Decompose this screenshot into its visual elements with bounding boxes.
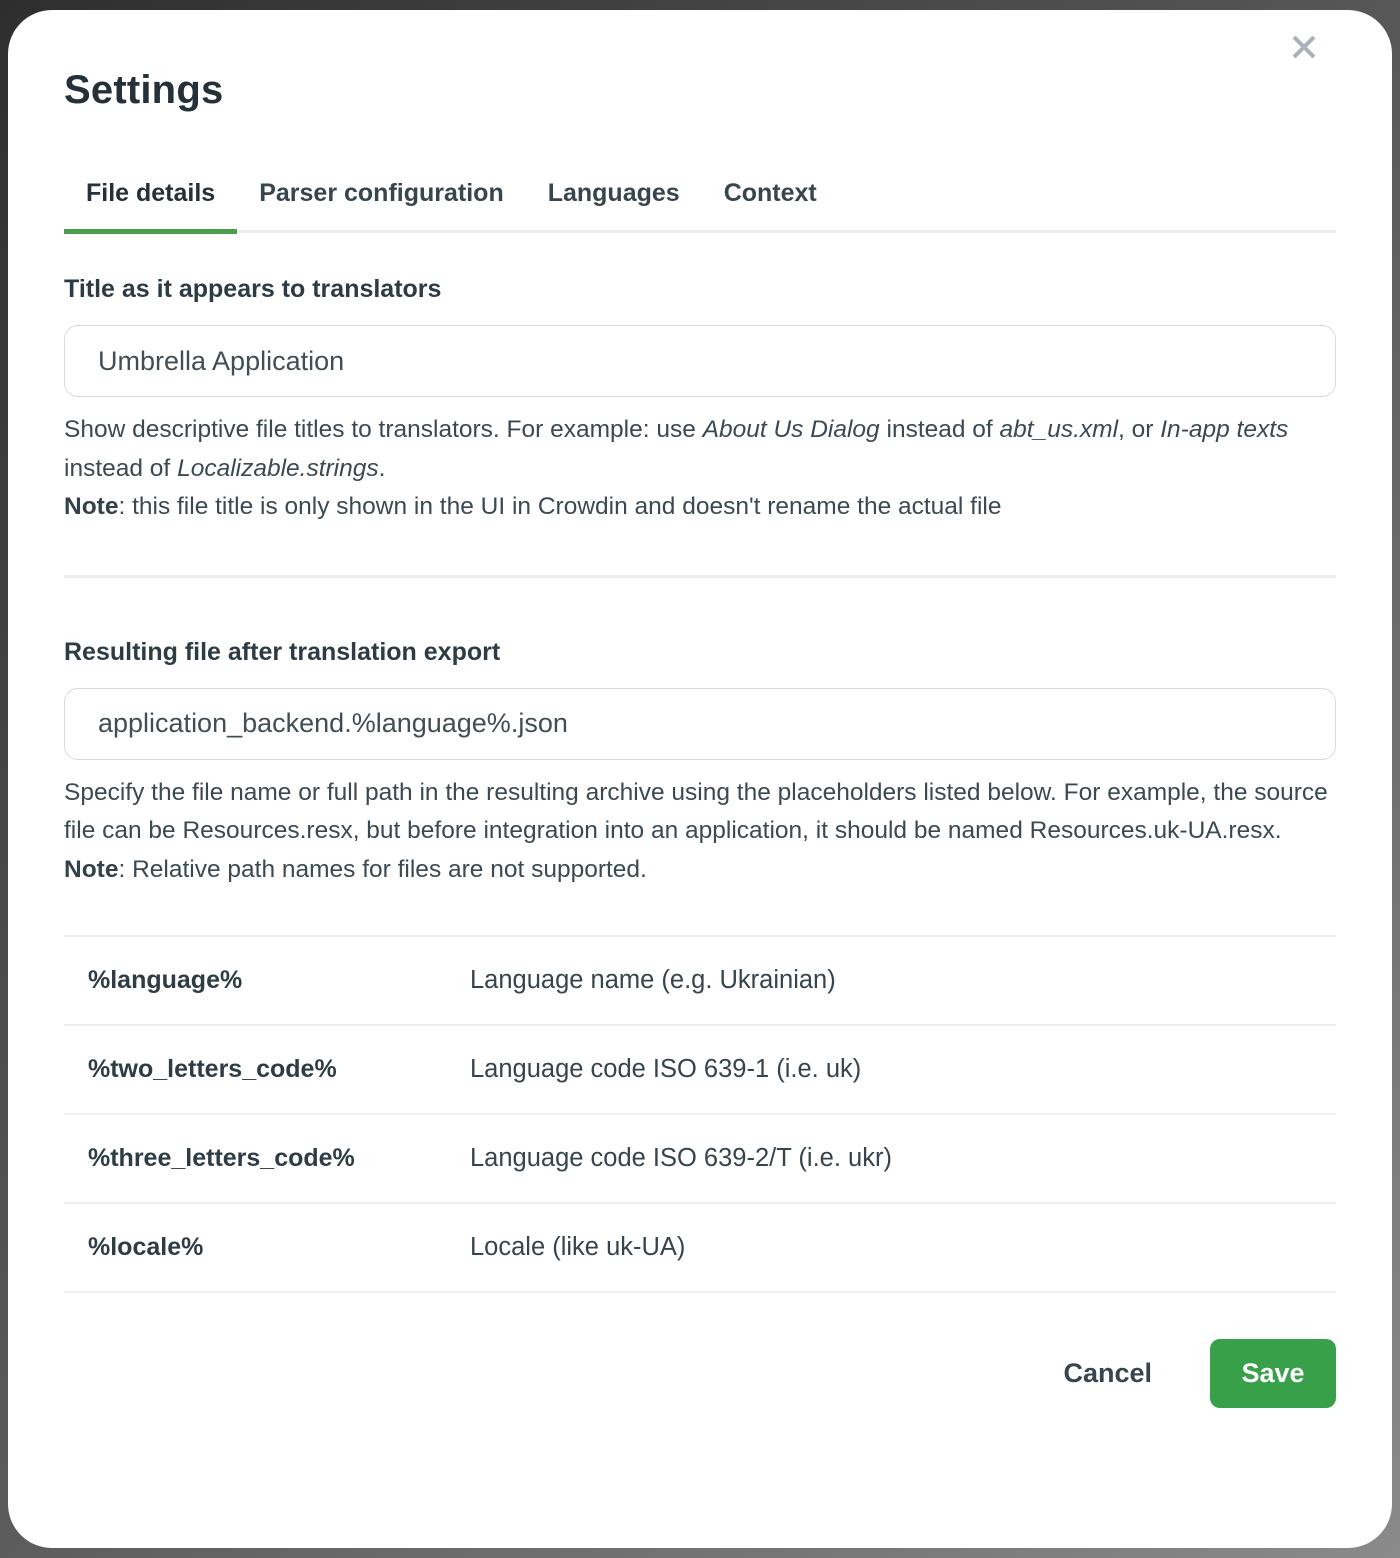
- description-cell: Language name (e.g. Ukrainian): [470, 966, 836, 994]
- placeholders-table: [64, 935, 1336, 1293]
- page-title: Settings: [64, 68, 224, 112]
- help-text-fragment: Show descriptive file titles to translators. For example: use: [64, 416, 703, 443]
- help-text-italic: Localizable.strings: [177, 454, 379, 482]
- dialog-header: [64, 10, 1336, 113]
- note-label: Note: [64, 493, 119, 520]
- help-text-italic: About Us Dialog: [702, 416, 880, 443]
- help-text-fragment: instead of: [879, 416, 1000, 443]
- tab-parser-configuration[interactable]: Parser configuration: [259, 179, 504, 207]
- description-cell: Locale (like uk-UA): [470, 1233, 686, 1261]
- help-text-italic: abt_us.xml: [999, 416, 1119, 443]
- close-icon[interactable]: [1278, 22, 1330, 74]
- placeholder-cell: %language%: [88, 966, 243, 994]
- title-field-label: Title as it appears to translators: [64, 275, 442, 303]
- table-row: [64, 1204, 1336, 1293]
- table-row: [64, 1026, 1336, 1115]
- help-text-italic: In-app texts: [1160, 416, 1289, 443]
- settings-dialog: [8, 10, 1392, 1548]
- description-cell: Language code ISO 639-2/T (i.e. ukr): [470, 1144, 892, 1172]
- close-x-glyph: [1284, 27, 1324, 67]
- description-cell: Language code ISO 639-1 (i.e. uk): [470, 1055, 862, 1083]
- table-row: [64, 937, 1336, 1026]
- export-note-line: [64, 851, 1336, 890]
- tab-bar: [64, 179, 1336, 233]
- title-section: [64, 275, 1336, 527]
- export-field-label: Resulting file after translation export: [64, 637, 501, 666]
- help-text-fragment: Specify the file name or full path in the resulting archive using the placeholders listed below. For example, the source file can be Resources.resx, but before integration into an application, it should be named Resources.uk-UA.resx.: [64, 778, 1328, 844]
- placeholder-cell: %three_letters_code%: [88, 1144, 355, 1172]
- table-row: [64, 1115, 1336, 1204]
- help-text-fragment: , or: [1118, 416, 1161, 443]
- tab-file-details[interactable]: File details: [64, 179, 237, 230]
- note-text: : Relative path names for files are not supported.: [118, 855, 647, 883]
- placeholder-cell: %two_letters_code%: [88, 1055, 337, 1083]
- tab-languages[interactable]: Languages: [547, 179, 680, 207]
- export-section: [64, 638, 1336, 890]
- dialog-footer: [64, 1293, 1336, 1408]
- help-text-fragment: .: [378, 454, 386, 482]
- export-help-text: [64, 774, 1336, 890]
- title-help-text: [64, 411, 1336, 527]
- title-input[interactable]: [64, 325, 1336, 397]
- tab-context[interactable]: Context: [723, 179, 817, 207]
- help-text-fragment: instead of: [64, 454, 178, 482]
- resulting-file-input[interactable]: [64, 688, 1336, 760]
- note-label: Note: [64, 855, 119, 883]
- note-text: : this file title is only shown in the UI in Crowdin and doesn't rename the actual file: [118, 493, 1002, 520]
- cancel-button[interactable]: Cancel: [1063, 1358, 1152, 1388]
- section-divider: [64, 575, 1336, 578]
- save-button[interactable]: Save: [1210, 1339, 1336, 1408]
- placeholder-cell: %locale%: [88, 1233, 204, 1261]
- title-note-line: [64, 488, 1336, 527]
